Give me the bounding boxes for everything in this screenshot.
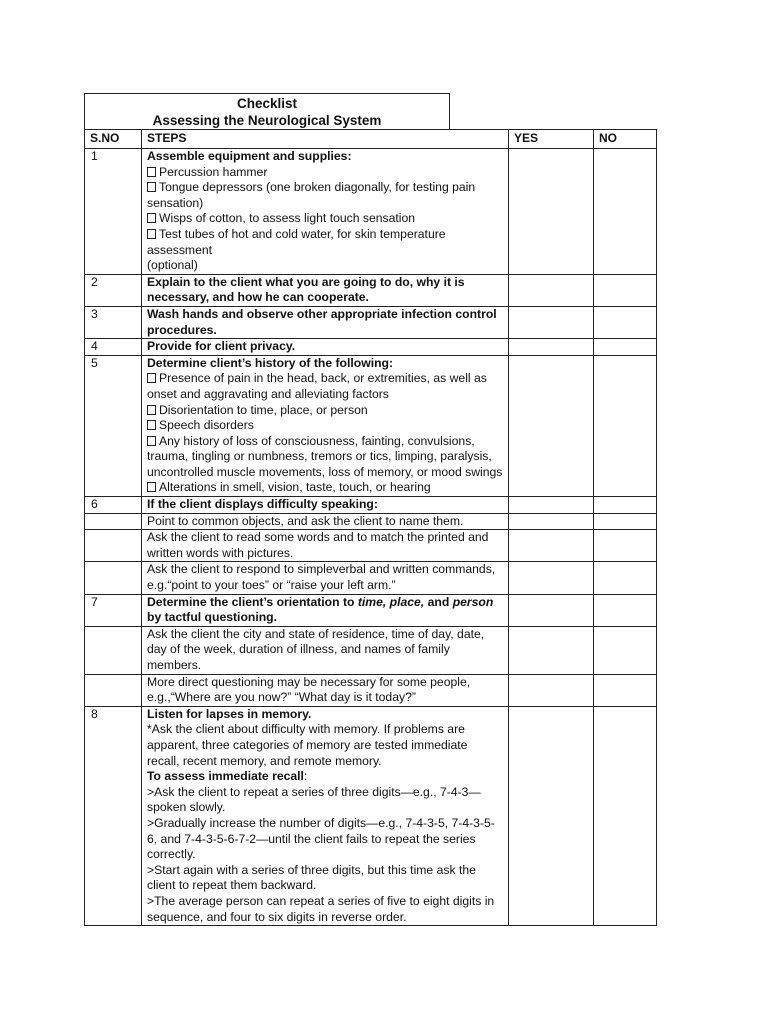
table-row (85, 149, 657, 275)
table-row (85, 306, 657, 338)
no-cell[interactable] (594, 513, 657, 530)
list-item: Disorientation to time, place, or person (147, 403, 503, 419)
step-text: Ask the client the city and state of residence, time of day, date, day of the week, duration of illness, and names of family members. (142, 626, 509, 674)
step-heading: Assemble equipment and supplies: (147, 149, 352, 163)
checklist-title: Checklist (236, 96, 298, 111)
header-no: NO (594, 130, 657, 149)
step-cell (142, 149, 509, 275)
list-item: Tongue depressors (one broken diagonally, for testing pain sensation) (147, 180, 476, 210)
checklist-table (84, 129, 657, 926)
list-item: Any history of loss of consciousness, fainting, convulsions, trauma, tingling or numbness, tremors or tics, limping, paralysis, uncontrolled muscle movements, loss of memory, or mood swings (147, 433, 503, 479)
no-cell[interactable] (594, 594, 657, 626)
yes-cell[interactable] (509, 149, 594, 275)
row-number: 1 (85, 149, 142, 275)
step-paragraph: >The average person can repeat a series of five to eight digits in sequence, and four to six digits in reverse order. (147, 893, 495, 924)
step-subheading: To assess immediate recall: (147, 769, 308, 784)
no-cell[interactable] (594, 149, 657, 275)
row-number (85, 562, 142, 594)
no-cell[interactable] (594, 562, 657, 594)
step-paragraph: >Start again with a series of three digits, but this time ask the client to repeat them backward. (147, 862, 476, 893)
yes-cell[interactable] (509, 274, 594, 306)
no-cell[interactable] (594, 355, 657, 496)
row-number (85, 513, 142, 530)
step-paragraph: >Gradually increase the number of digits—e.g., 7-4-3-5, 7-4-3-5-6, and 7-4-3-5-6-7-2—until the client fails to repeat the series correctly. (147, 815, 495, 862)
no-cell[interactable] (594, 497, 657, 514)
checkbox-icon (147, 229, 156, 239)
step-text: Explain to the client what you are going to do, why it is necessary, and how he can cooperate. (142, 274, 509, 306)
list-item: Presence of pain in the head, back, or extremities, as well as onset and aggravating and alleviating factors (147, 371, 487, 401)
list-item: Test tubes of hot and cold water, for skin temperature assessment (147, 226, 446, 257)
table-row (85, 626, 657, 674)
row-number: 6 (85, 497, 142, 514)
checkbox-icon (147, 182, 156, 192)
header-yes: YES (509, 130, 594, 149)
yes-cell[interactable] (509, 594, 594, 626)
step-paragraph: >Ask the client to repeat a series of three digits—e.g., 7-4-3— spoken slowly. (147, 784, 481, 815)
step-text: Wash hands and observe other appropriate infection control procedures. (142, 306, 509, 338)
row-number: 3 (85, 306, 142, 338)
row-number (85, 674, 142, 706)
list-item: Wisps of cotton, to assess light touch sensation (147, 211, 503, 227)
table-row (85, 594, 657, 626)
yes-cell[interactable] (509, 674, 594, 706)
yes-cell[interactable] (509, 706, 594, 925)
step-text: Provide for client privacy. (142, 339, 509, 356)
no-cell[interactable] (594, 674, 657, 706)
no-cell[interactable] (594, 339, 657, 356)
step-text: Ask the client to respond to simpleverbal and written commands, e.g.“point to your toes” or “raise your left arm.” (142, 562, 509, 594)
no-cell[interactable] (594, 274, 657, 306)
table-row (85, 562, 657, 594)
row-number: 5 (85, 355, 142, 496)
list-item: Percussion hammer (147, 165, 503, 181)
row-number: 4 (85, 339, 142, 356)
step-heading: Determine client’s history of the following: (147, 355, 394, 370)
yes-cell[interactable] (509, 355, 594, 496)
step-text: Point to common objects, and ask the client to name them. (142, 513, 509, 530)
yes-cell[interactable] (509, 562, 594, 594)
yes-cell[interactable] (509, 497, 594, 514)
checkbox-icon (147, 373, 156, 383)
step-cell (142, 355, 509, 496)
step-text: More direct questioning may be necessary for some people, e.g.,“Where are you now?” “What day is it today?” (142, 674, 509, 706)
table-row (85, 274, 657, 306)
checklist-title-box (84, 93, 450, 129)
header-steps: STEPS (142, 130, 509, 149)
step-text: Ask the client to read some words and to match the printed and written words with pictures. (142, 530, 509, 562)
no-cell[interactable] (594, 306, 657, 338)
table-header-row (85, 130, 657, 149)
yes-cell[interactable] (509, 626, 594, 674)
header-sno: S.NO (85, 130, 142, 149)
row-number (85, 530, 142, 562)
step-heading: Listen for lapses in memory. (147, 706, 312, 721)
table-row (85, 530, 657, 562)
table-row (85, 513, 657, 530)
row-number: 2 (85, 274, 142, 306)
yes-cell[interactable] (509, 530, 594, 562)
table-row (85, 355, 657, 496)
row-number: 7 (85, 594, 142, 626)
checkbox-icon (147, 420, 156, 430)
list-item: Alterations in smell, vision, taste, touch, or hearing (147, 480, 503, 496)
step-note: (optional) (147, 258, 198, 273)
checkbox-icon (147, 482, 156, 492)
checkbox-icon (147, 436, 156, 446)
table-row (85, 706, 657, 925)
list-item: Speech disorders (147, 418, 503, 434)
checkbox-icon (147, 167, 156, 177)
checkbox-icon (147, 213, 156, 223)
yes-cell[interactable] (509, 513, 594, 530)
row-number (85, 626, 142, 674)
no-cell[interactable] (594, 530, 657, 562)
table-row (85, 339, 657, 356)
row-number: 8 (85, 706, 142, 925)
table-row (85, 674, 657, 706)
checklist-subtitle: Assessing the Neurological System (152, 113, 382, 128)
yes-cell[interactable] (509, 339, 594, 356)
step-paragraph: *Ask the client about difficulty with memory. If problems are apparent, three categories of memory are tested immediate recall, recent memory, and remote memory. (147, 722, 468, 768)
no-cell[interactable] (594, 626, 657, 674)
no-cell[interactable] (594, 706, 657, 925)
step-cell (142, 706, 509, 925)
checkbox-icon (147, 405, 156, 415)
step-text: Determine the client’s orientation to time, place, and person by tactful questioning. (142, 594, 509, 626)
yes-cell[interactable] (509, 306, 594, 338)
step-text: If the client displays difficulty speaking: (142, 497, 509, 514)
table-row (85, 497, 657, 514)
